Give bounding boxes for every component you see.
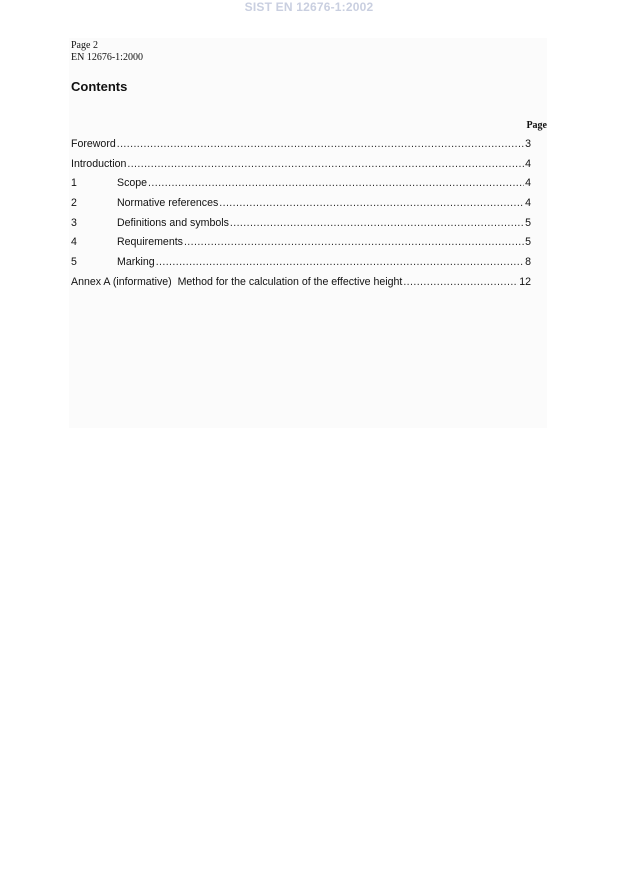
toc-page-number: 5 bbox=[525, 236, 531, 249]
table-of-contents bbox=[71, 138, 531, 296]
toc-section-number: 2 bbox=[71, 197, 77, 210]
toc-title: Scope bbox=[117, 177, 148, 190]
toc-leader bbox=[184, 236, 524, 248]
toc-leader bbox=[230, 217, 524, 229]
toc-title: Foreword bbox=[71, 138, 116, 150]
toc-leader bbox=[127, 158, 524, 170]
toc-page-number: 12 bbox=[519, 275, 531, 288]
toc-leader bbox=[148, 177, 524, 189]
toc-page-number: 4 bbox=[525, 157, 531, 170]
toc-title: Annex A (informative) Method for the calculation of the effective height bbox=[71, 275, 403, 288]
toc-leader bbox=[219, 197, 524, 209]
toc-row-marking[interactable] bbox=[71, 256, 531, 276]
watermark: SIST EN 12676-1:2002 bbox=[244, 0, 374, 14]
toc-row-foreword[interactable] bbox=[71, 138, 531, 158]
page-header bbox=[71, 40, 143, 64]
contents-heading: Contents bbox=[71, 79, 128, 94]
toc-section-number: 3 bbox=[71, 216, 77, 229]
toc-leader bbox=[403, 276, 518, 288]
toc-title: Introduction bbox=[71, 157, 127, 170]
toc-section-number: 1 bbox=[71, 177, 77, 190]
toc-page-number: 4 bbox=[525, 177, 531, 190]
toc-page-number: 3 bbox=[525, 138, 531, 150]
toc-row-requirements[interactable] bbox=[71, 236, 531, 256]
toc-row-annex-a[interactable] bbox=[71, 276, 531, 296]
toc-leader bbox=[117, 138, 524, 150]
toc-row-definitions-and-symbols[interactable] bbox=[71, 217, 531, 237]
toc-title: Normative references bbox=[117, 197, 219, 210]
toc-row-introduction[interactable] bbox=[71, 158, 531, 178]
toc-row-scope[interactable] bbox=[71, 177, 531, 197]
toc-section-number: 4 bbox=[71, 236, 77, 249]
toc-page-number: 4 bbox=[525, 197, 531, 210]
toc-row-normative-references[interactable] bbox=[71, 197, 531, 217]
toc-page-number: 8 bbox=[525, 256, 531, 269]
toc-page-number: 5 bbox=[525, 216, 531, 229]
toc-title: Marking bbox=[117, 256, 155, 269]
page-number-line: Page 2 bbox=[71, 40, 98, 51]
toc-section-number: 5 bbox=[71, 256, 77, 269]
toc-title: Requirements bbox=[117, 236, 183, 249]
standard-number-line: EN 12676-1:2000 bbox=[71, 52, 143, 63]
toc-leader bbox=[156, 256, 524, 268]
page-column-label: Page bbox=[526, 120, 547, 131]
toc-title: Definitions and symbols bbox=[117, 216, 229, 229]
